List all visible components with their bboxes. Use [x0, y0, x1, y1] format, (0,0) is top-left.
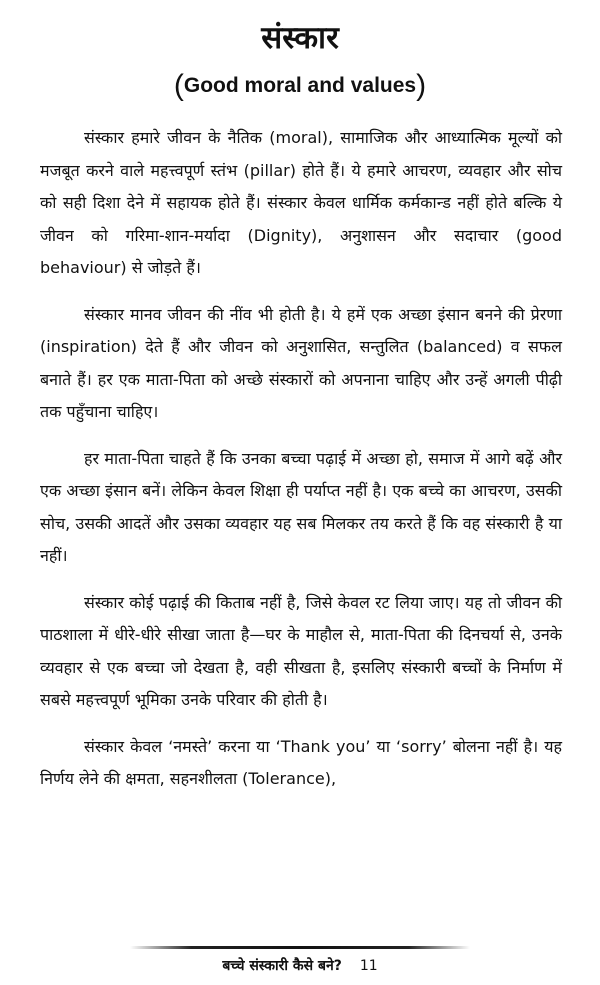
page-number: 11 — [359, 958, 378, 974]
subtitle-open-paren: ( — [173, 69, 184, 102]
body-text — [40, 122, 562, 810]
paragraph-1: संस्कार हमारे जीवन के नैतिक (moral), सामाजिक और आध्यात्मिक मूल्यों को मजबूत करने वाले महत्त्वपूर्ण स्तंभ (pillar) होते हैं। ये हमारे आचरण, व्यवहार और सोच को सही दिशा देने में सहायक होते हैं। संस्कार केवल धार्मिक कर्मकान्ड नहीं होते बल्कि ये जीवन को गरिमा-शान-मर्यादा (Dignity), अनुशासन और सदाचार (good behaviour) से जोड़ते हैं। — [40, 128, 562, 277]
page-title: संस्कार — [261, 20, 339, 56]
paragraph-5: संस्कार केवल ‘नमस्ते’ करना या ‘Thank you’ या ‘sorry’ बोलना नहीं है। यह निर्णय लेने की क्षमता, सहनशीलता (Tolerance), — [40, 736, 562, 788]
footer-book-title: बच्चे संस्कारी कैसे बने? — [222, 958, 342, 974]
paragraph-3: हर माता-पिता चाहते हैं कि उनका बच्चा पढ़ाई में अच्छा हो, समाज में आगे बढ़ें और एक अच्छा इंसान बनें। लेकिन केवल शिक्षा ही पर्याप्त नहीं है। एक बच्चे का आचरण, उसकी सोच, उसकी आदतें और उसका व्यवहार यह सब मिलकर तय करते हैं कि वह संस्कारी है या नहीं। — [40, 448, 562, 565]
subtitle-close-paren: ) — [416, 69, 427, 102]
paragraph-4: संस्कार कोई पढ़ाई की किताब नहीं है, जिसे केवल रट लिया जाए। यह तो जीवन की पाठशाला में धीरे-धीरे सीखा जाता है—घर के माहौल से, माता-पिता की दिनचर्या से, उनके व्यवहार से एक बच्चा जो देखता है, वही सीखता है, इसलिए संस्कारी बच्चों के निर्माण में सबसे महत्त्वपूर्ण भूमिका उनके परिवार की होती है। — [40, 592, 562, 709]
subtitle-text: Good moral and values — [183, 74, 417, 97]
paragraph-2: संस्कार मानव जीवन की नींव भी होती है। ये हमें एक अच्छा इंसान बनने की प्रेरणा (inspiration) देते हैं और जीवन को अनुशासित, सन्तुलित (balanced) व सफल बनाते हैं। हर एक माता-पिता को अच्छे संस्कारों को अपनाना चाहिए और उन्हें अगली पीढ़ी तक पहुँचाना चाहिए। — [40, 304, 562, 421]
page-footer — [0, 955, 600, 977]
footer-divider — [130, 946, 470, 949]
page-subtitle — [0, 68, 600, 104]
